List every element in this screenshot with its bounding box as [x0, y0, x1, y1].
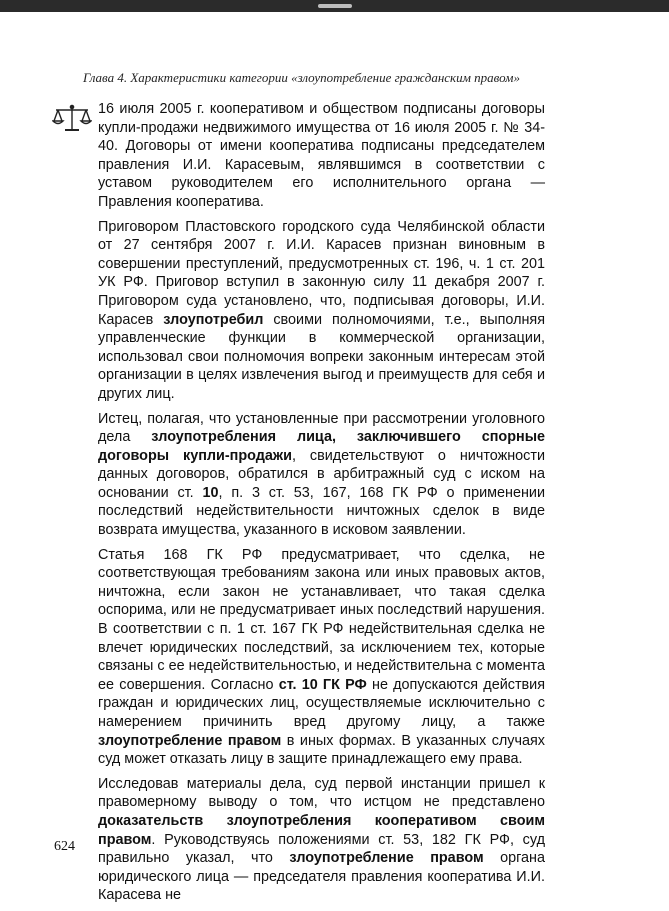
bold-emphasis: злоупотребил	[163, 311, 264, 328]
running-header: Глава 4. Характеристики категории «злоупотребление гражданским правом»	[83, 70, 520, 85]
document-body	[98, 100, 545, 911]
bold-emphasis: ст. 10 ГК РФ	[278, 676, 367, 693]
body-paragraph	[98, 218, 545, 404]
text-run: 16 июля 2005 г. кооперативом и обществом подписаны договоры купли-продажи недвижимого имущества от 16 июля 2005 г. № 34-40. Договоры от имени кооператива подписаны председателем правления И.И. Карасевым, являвшимся в соответствии с уставом руководителем его исполнительного органа — Правления кооператива.	[98, 101, 545, 210]
bold-emphasis: доказательств злоупотребления кооперативом своим правом	[98, 812, 545, 848]
text-run: Статья 168 ГК РФ предусматривает, что сделка, не соответствующая требованиям закона или иных правовых актов, ничтожна, если закон не устанавливает, что такая сделка оспорима, или не предусматривает иных последствий нарушения. В соответствии с п. 1 ст. 167 ГК РФ недействительная сделка не влечет юридических последствий, за исключением тех, которые связаны с ее недействительностью, и недействительна с момента ее совершения. Согласно	[98, 546, 545, 693]
page-number: 624	[54, 839, 75, 854]
text-run: Исследовав материалы дела, суд первой инстанции пришел к правомерному выводу о том, что истцом не представлено	[98, 775, 545, 811]
text-run: . Руководствуясь положениями ст. 53, 182 ГК РФ, суд правильно указал, что	[98, 831, 545, 867]
text-run: органа юридического лица — председателя правления кооператива И.И. Карасева не	[98, 850, 545, 904]
bold-emphasis: злоупотребления лица, заключившего спорные договоры купли-продажи	[98, 429, 545, 464]
body-paragraph	[98, 775, 545, 905]
text-run: Приговором Пластовского городского суда Челябинской области от 27 сентября 2007 г. И.И. Карасев признан виновным в совершении преступлений, предусмотренных ст. 196, ч. 1 ст. 201 УК РФ. Приговор вступил в законную силу 11 декабря 2007 г. Приговором суда установлено, что, подписывая договоры, И.И. Карасев	[98, 218, 545, 328]
bold-emphasis: злоупотребление правом	[289, 850, 484, 867]
viewer-top-bar	[0, 0, 669, 12]
body-paragraph	[98, 100, 545, 212]
scales-of-justice-icon	[52, 104, 92, 134]
text-run: в иных формах. В указанных случаях суд может отказать лицу в защите принадлежащего ему права.	[98, 732, 545, 768]
body-paragraph	[98, 410, 545, 540]
text-run: , свидетельствуют о ничтожности данных договоров, обратился в арбитражный суд с иском на основании ст.	[98, 447, 545, 501]
text-run: Истец, полагая, что установленные при рассмотрении уголовного дела	[98, 410, 545, 446]
text-run: своими полномочиями, т.е., выполняя управленческие функции в коммерческой организации, использовал свои полномочия вопреки законным интересам этой организации в целях извлечения выгод и преимуществ для себя и других лиц.	[98, 311, 545, 402]
text-run: не допускаются действия граждан и юридических лиц, осуществляемые исключительно с намерением причинить вред другому лицу, а также	[98, 676, 546, 730]
bold-emphasis: злоупотребление правом	[98, 732, 282, 749]
bold-emphasis: 10	[202, 484, 219, 501]
drag-handle[interactable]	[318, 4, 352, 8]
body-paragraph	[98, 546, 545, 769]
text-run: , п. 3 ст. 53, 167, 168 ГК РФ о применении последствий недействительности ничтожных сделок в виде возврата имущества, указанного в исковом заявлении.	[98, 484, 545, 539]
